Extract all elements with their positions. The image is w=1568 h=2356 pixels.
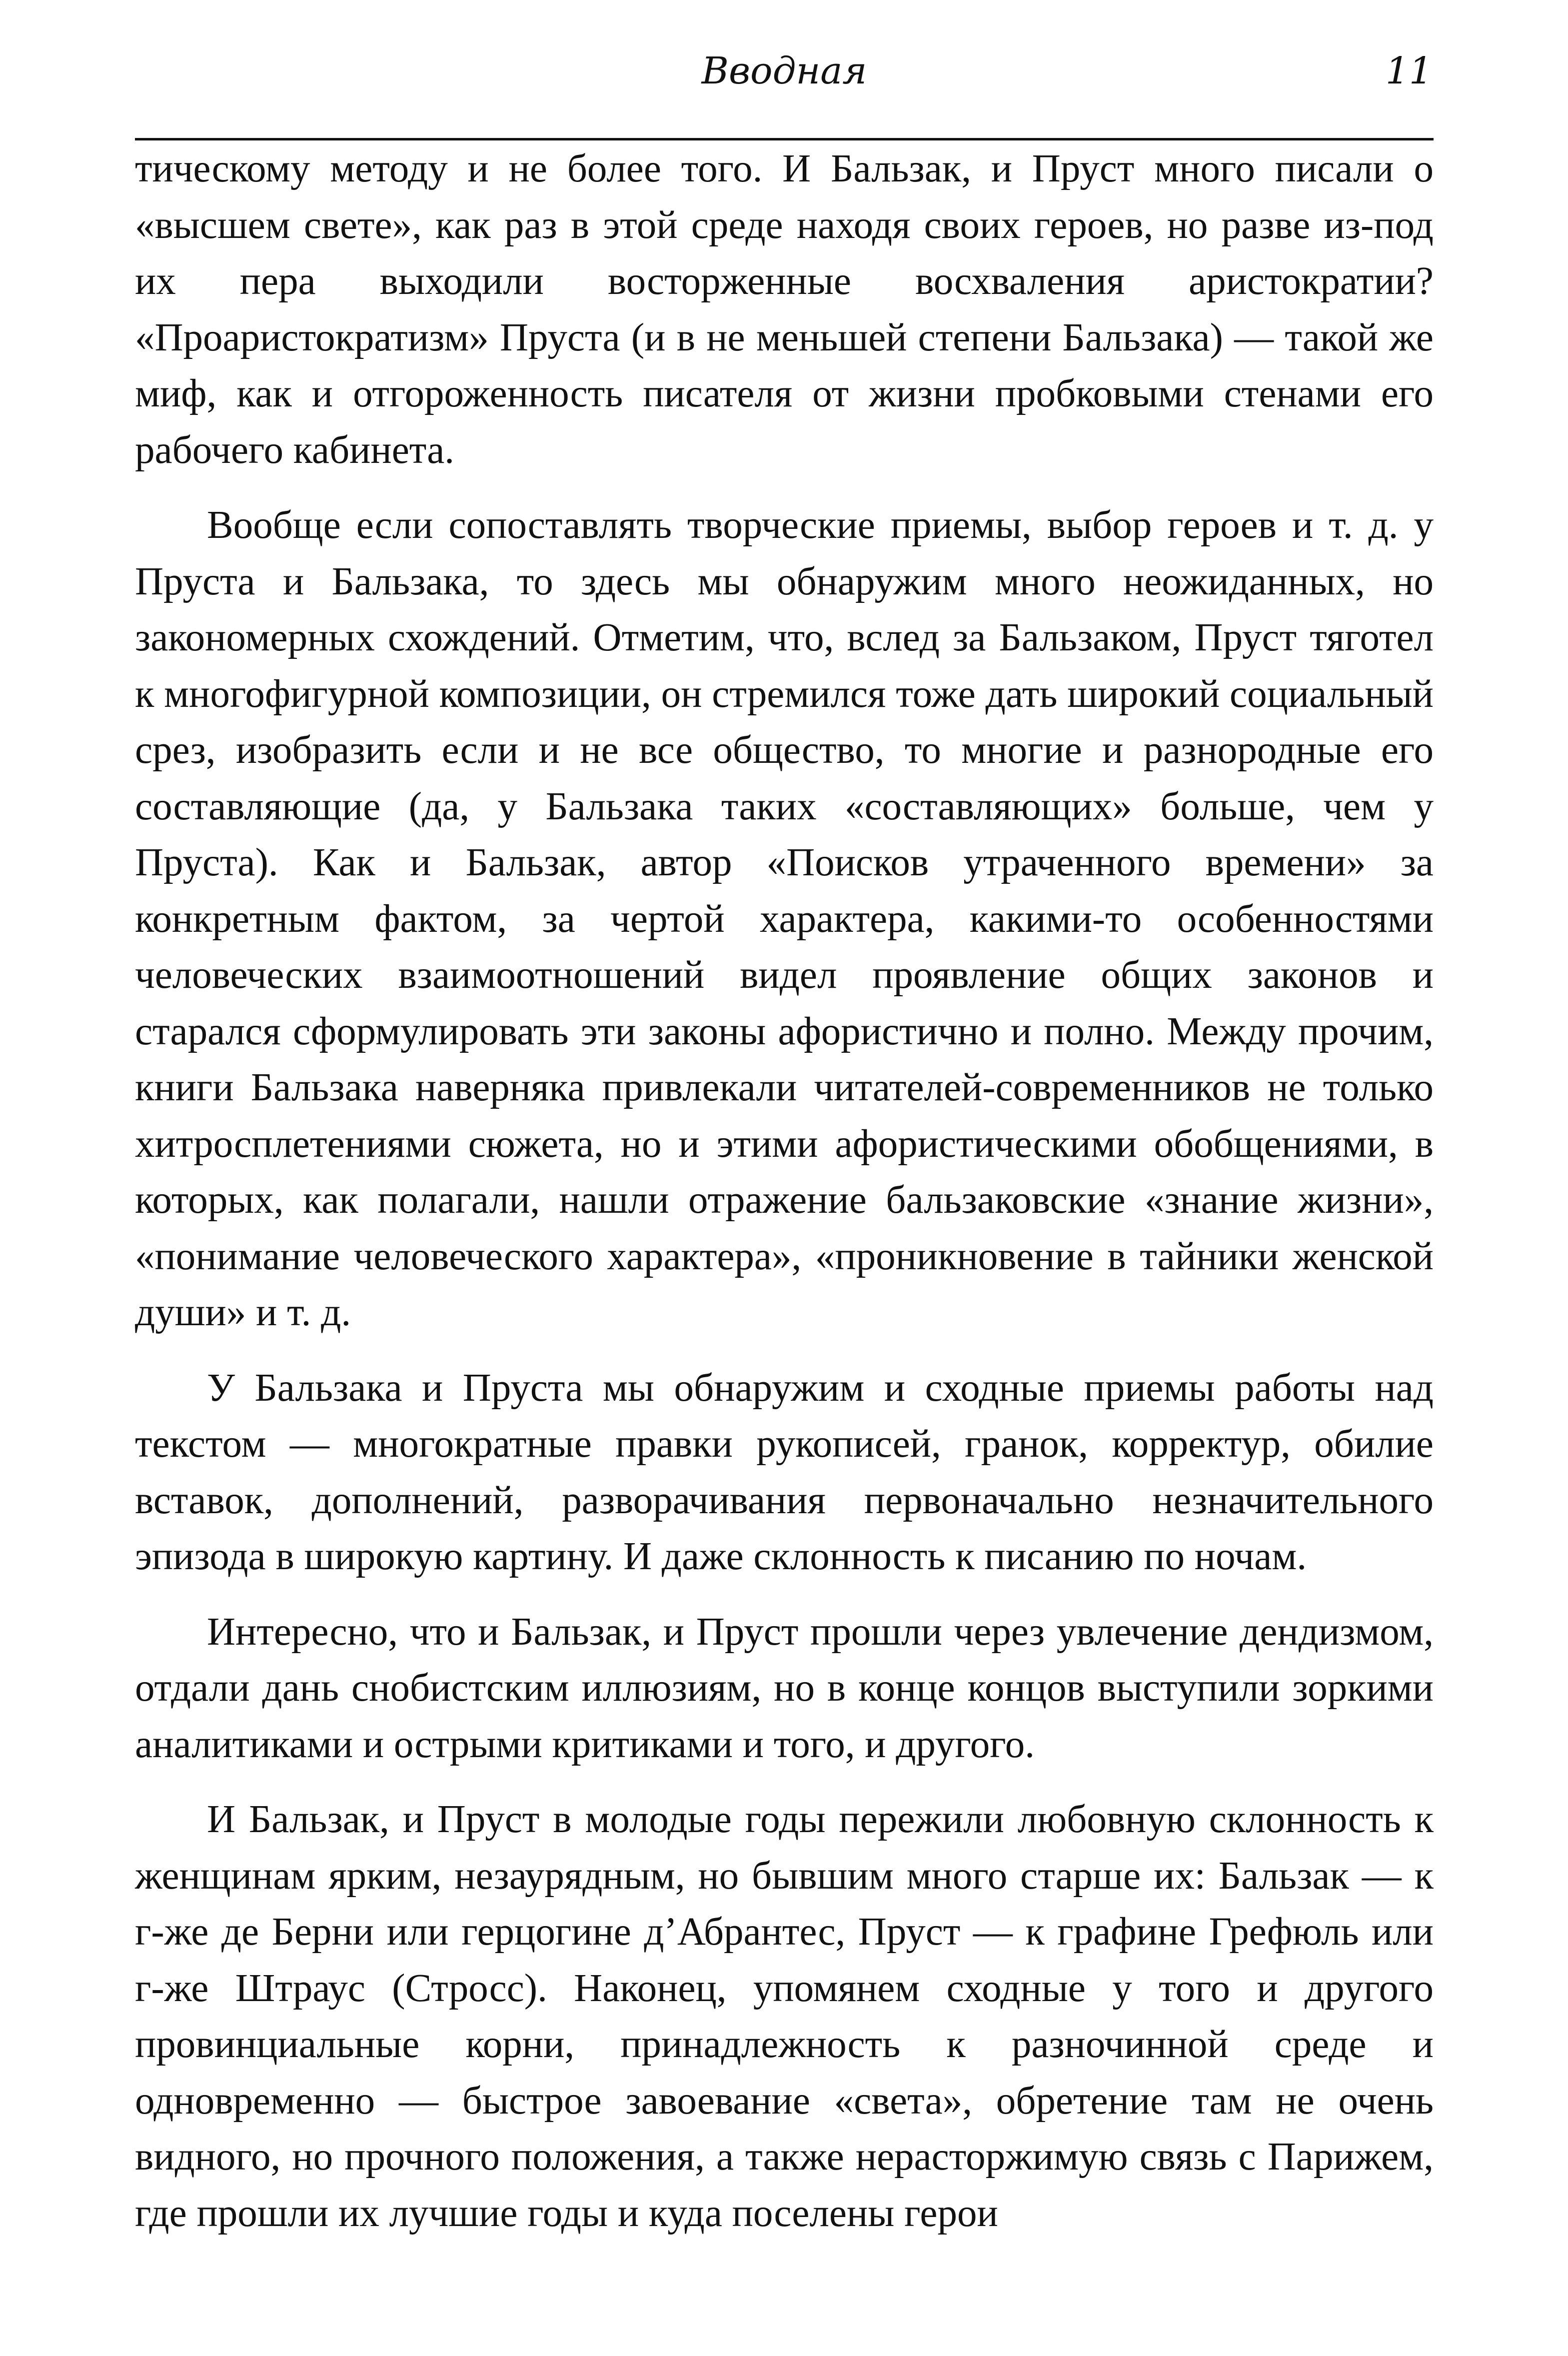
book-page [135, 0, 1434, 2356]
running-head [135, 41, 1434, 101]
paragraph: тическому методу и не более того. И Бальзак, и Пруст много писали о «высшем свете», как раз в этой среде находя своих героев, но разве из-под их пера выходили восторженные восхваления аристократии? «Проаристократизм» Пруста (и в не меньшей степени Бальзака) — такой же миф, как и отгороженность писателя от жизни пробковыми стенами его рабочего кабинета. [135, 147, 1434, 472]
paragraph: Вообще если сопоставлять творческие приемы, выбор героев и т. д. у Пруста и Бальзака, то здесь мы обнаружим много неожиданных, но закономерных схождений. Отметим, что, вслед за Бальзаком, Пруст тяготел к многофигурной композиции, он стремился тоже дать широкий социальный срез, изобразить если и не все общество, то многие и разнородные его составляющие (да, у Бальзака таких «составляющих» больше, чем у Пруста). Как и Бальзак, автор «Поисков утраченного времени» за конкретным фактом, за чертой характера, какими-то особенностями человеческих взаимоотношений видел проявление общих законов и старался сформулировать эти законы афористично и полно. Между прочим, книги Бальзака наверняка привлекали читателей-современников не только хитросплетениями сюжета, но и этими афористическими обобщениями, в которых, как полагали, нашли отражение бальзаковские «знание жизни», «понимание человеческого характера», «проникновение в тайники женской души» и т. д. [135, 503, 1434, 1334]
header-rule [135, 138, 1434, 140]
paragraph: Интересно, что и Бальзак, и Пруст прошли через увлечение дендизмом, отдали дань снобистским иллюзиям, но в конце концов выступили зоркими аналитиками и острыми критиками и того, и другого. [135, 1610, 1434, 1766]
paragraph: И Бальзак, и Пруст в молодые годы пережили любовную склонность к женщинам ярким, незаурядным, но бывшим много старше их: Бальзак — к г-же де Берни или герцогине д’Абрантес, Пруст — к графине Грефюль или г-же Штраус (Стросс). Наконец, упомянем сходные у того и другого провинциальные корни, принадлежность к разночинной среде и одновременно — быстрое завоевание «света», обретение там не очень видного, но прочного положения, а также нерасторжимую связь с Парижем, где прошли их лучшие годы и куда поселены герои [135, 1798, 1434, 2235]
chapter-title: Вводная [701, 49, 867, 92]
page-number: 11 [1385, 49, 1433, 92]
body-text [135, 141, 1434, 2261]
paragraph: У Бальзака и Пруста мы обнаружим и сходные приемы работы над текстом — многократные правки рукописей, гранок, корректур, обилие вставок, дополнений, разворачивания первоначально незначительного эпизода в широкую картину. И даже склонность к писанию по ночам. [135, 1366, 1434, 1578]
